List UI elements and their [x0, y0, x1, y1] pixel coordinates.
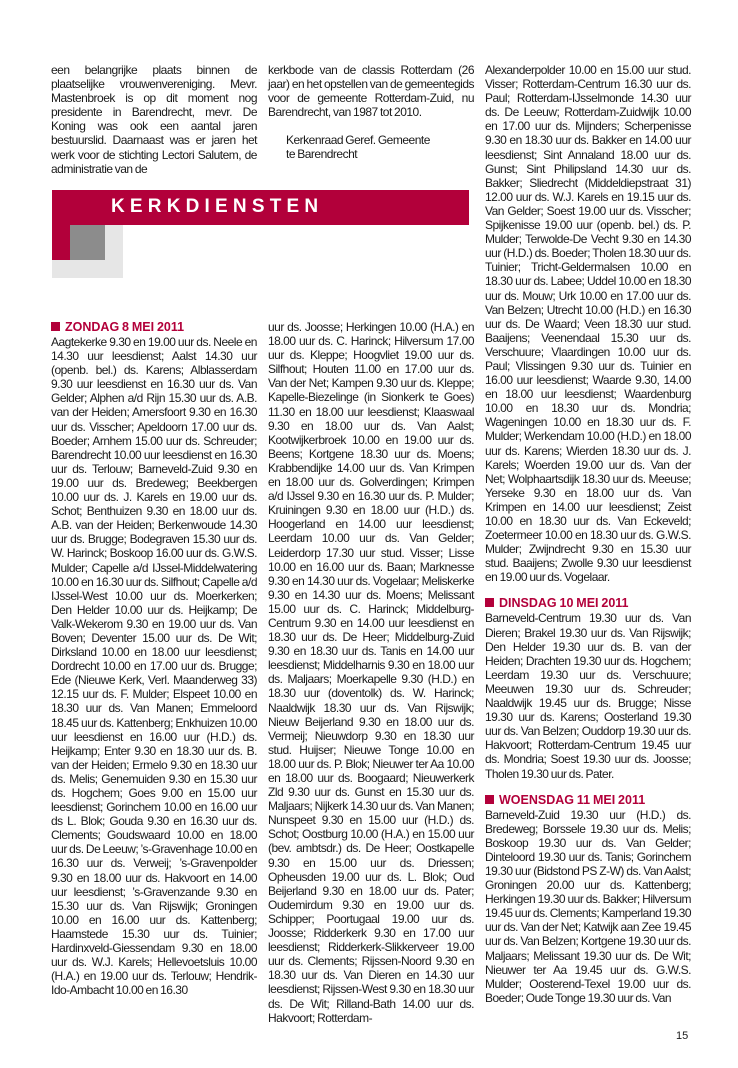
- signature-line-1: Kerkenraad Geref. Gemeente: [286, 133, 430, 148]
- heading-tuesday: [485, 596, 691, 611]
- intro-text-1: een belangrijke plaats binnen de plaatselijke vrouwenvereniging. Mevr. Mastenbroek is op dit moment nog presidente in Barendrecht, mevr. De Koning was ook een aantal jaren bestuurslid. Daarnaast was er jaren het werk voor de stichting Lectori Salutem, de administratie van de: [51, 63, 257, 176]
- heading-wednesday: [485, 793, 691, 808]
- intro-column-2: [268, 63, 474, 162]
- sunday-services-1: Aagtekerke 9.30 en 19.00 uur ds. Neele en 14.30 uur leesdienst; Aalst 14.30 uur (openb. bel.) ds. Karens; Alblasserdam 9.30 uur leesdienst en 16.30 uur ds. Van Gelder; Alphen a/d Rijn 15.30 uur ds. A.B. van der Heiden; Amersfoort 9.30 en 16.30 uur ds. Visscher; Apeldoorn 17.00 uur ds. Boeder; Arnhem 15.00 uur ds. Schreuder; Barendrecht 10.00 uur leesdienst en 16.30 uur ds. Terlouw; Barneveld-Zuid 9.30 en 19.00 uur ds. Bredeweg; Beekbergen 10.00 uur ds. J. Karels en 19.00 uur ds. Schot; Benthuizen 9.30 en 18.00 uur ds. A.B. van der Heiden; Berkenwoude 14.30 uur ds. Brugge; Bodegraven 15.30 uur ds. W. Harinck; Boskoop 16.00 uur ds. G.W.S. Mulder; Capelle a/d IJssel-Middelwatering 10.00 en 16.30 uur ds. Silfhout; Capelle a/d IJssel-West 10.00 uur ds. Moerkerken; Den Helder 10.00 uur ds. Heijkamp; De Valk-Wekerom 9.30 en 19.00 uur ds. Van Boven; Deventer 15.00 uur ds. De Wit; Dirksland 10.00 en 18.00 uur leesdienst; Dordrecht 10.00 en 17.00 uur ds. Brugge; Ede (Nieuwe Kerk, Verl. Maanderweg 33) 12.15 uur ds. F. Mulder; Elspeet 10.00 en 18.30 uur ds. Van Manen; Emmeloord 18.45 uur ds. Kattenberg; Enkhuizen 10.00 uur leesdienst en 16.00 uur (H.D.) ds. Heijkamp; Enter 9.30 en 18.30 uur ds. B. van der Heiden; Ermelo 9.30 en 18.30 uur ds. Melis; Genemuiden 9.30 en 15.30 uur ds. Hogchem; Goes 9.00 en 15.00 uur leesdienst; Gorinchem 10.00 en 16.00 uur ds L. Blok; Gouda 9.30 en 16.30 uur ds. Clements; Goudswaard 10.00 en 18.00 uur ds. De Leeuw; ’s-Gravenhage 10.00 en 16.30 uur ds. Verweij; ’s-Gravenpolder 9.30 en 18.00 uur ds. Hakvoort en 14.00 uur leesdienst; ’s-Gravenzande 9.30 en 15.30 uur ds. Van Rijswijk; Groningen 10.00 en 16.00 uur ds. Kattenberg; Haamstede 15.30 uur ds. Tuinier; Hardinxveld-Giessendam 9.30 en 18.00 uur ds. W.J. Karels; Hellevoetsluis 10.00 (H.A.) en 19.00 uur ds. Terlouw; Hendrik-Ido-Ambacht 10.00 en 16.30: [51, 335, 257, 998]
- intro-column-1: [51, 63, 257, 176]
- heading-sunday-text: ZONDAG 8 MEI 2011: [65, 320, 185, 334]
- heading-wednesday-text: WOENSDAG 11 MEI 2011: [499, 792, 646, 807]
- signature-line-2: te Barendrecht: [286, 147, 358, 162]
- decorative-grey-square: [70, 225, 105, 260]
- services-column-1: [51, 320, 257, 997]
- services-column-2: [268, 320, 474, 1025]
- intro-text-2: kerkbode van de classis Rotterdam (26 jaar) en het opstellen van de gemeentegids voor de gemeente Rotterdam-Zuid, nu Barendrecht, van 1987 tot 2010.: [268, 63, 474, 120]
- sunday-services-2: uur ds. Joosse; Herkingen 10.00 (H.A.) en 18.00 uur ds. C. Harinck; Hilversum 17.00 uur ds. Kleppe; Hoogvliet 19.00 uur ds. Silfhout; Houten 11.00 en 17.00 uur ds. Van der Net; Kampen 9.30 uur ds. Kleppe; Kapelle-Biezelinge (in Sionkerk te Goes) 11.30 en 18.00 uur leesdienst; Klaaswaal 9.30 en 18.00 uur ds. Van Aalst; Kootwijkerbroek 10.00 en 19.00 uur ds. Beens; Kortgene 18.30 uur ds. Moens; Krabbendijke 14.00 uur ds. Van Krimpen en 18.00 uur ds. Golverdingen; Krimpen a/d IJssel 9.30 en 16.30 uur ds. P. Mulder; Kruiningen 9.30 en 18.00 uur (H.D.) ds. Hoogerland en 14.00 uur leesdienst; Leerdam 10.00 uur ds. Van Gelder; Leiderdorp 17.30 uur stud. Visser; Lisse 10.00 en 16.00 uur ds. Baan; Marknesse 9.30 en 14.30 uur ds. Vogelaar; Meliskerke 9.30 en 14.30 uur ds. Moens; Melissant 15.00 uur ds. C. Harinck; Middelburg-Centrum 9.30 en 14.00 uur leesdienst en 18.30 uur ds. De Heer; Middelburg-Zuid 9.30 en 18.30 uur ds. Tanis en 14.00 uur leesdienst; Middelharnis 9.30 en 18.00 uur ds. Maljaars; Moerkapelle 9.30 (H.D.) en 18.30 uur (doventolk) ds. W. Harinck; Naaldwijk 18.30 uur ds. Van Rijswijk; Nieuw Beijerland 9.30 en 18.00 uur ds. Vermeij; Nieuwdorp 9.30 en 18.30 uur stud. Huijser; Nieuwe Tonge 10.00 en 18.00 uur ds. P. Blok; Nieuwer ter Aa 10.00 en 18.00 uur ds. Boogaard; Nieuwerkerk Zld 9.30 uur ds. Gunst en 15.30 uur ds. Maljaars; Nijkerk 14.30 uur ds. Van Manen; Nunspeet 9.30 en 15.00 uur (H.D.) ds. Schot; Oostburg 10.00 (H.A.) en 15.00 uur (bev. ambtsdr.) ds. De Heer; Oostkapelle 9.30 en 15.00 uur ds. Driessen; Opheusden 19.00 uur ds. L. Blok; Oud Beijerland 9.30 en 18.00 uur ds. Pater; Oudemirdum 9.30 en 19.00 uur ds. Schipper; Poortugaal 19.00 uur ds. Joosse; Ridderkerk 9.30 en 17.00 uur leesdienst; Ridderkerk-Slikkerveer 19.00 uur ds. Clements; Rijssen-Noord 9.30 en 18.30 uur ds. Van Dieren en 14.30 uur leesdienst; Rijssen-West 9.30 en 18.30 uur ds. De Wit; Rilland-Bath 14.00 uur ds. Hakvoort; Rotterdam-: [268, 320, 474, 1025]
- wednesday-services: Barneveld-Zuid 19.30 uur (H.D.) ds. Bredeweg; Borssele 19.30 uur ds. Melis; Boskoop 19.30 uur ds. Van Gelder; Dinteloord 19.30 uur ds. Tanis; Gorinchem 19.30 uur (Bidstond PS Z-W) ds. Van Aalst; Groningen 20.00 uur ds. Kattenberg; Herkingen 19.30 uur ds. Bakker; Hilversum 19.45 uur ds. Clements; Kamperland 19.30 uur ds. Van der Net; Katwijk aan Zee 19.45 uur ds. Van Belzen; Kortgene 19.30 uur ds. Maljaars; Melissant 19.30 uur ds. De Wit; Nieuwer ter Aa 19.45 uur ds. G.W.S. Mulder; Oosterend-Texel 19.00 uur ds. Boeder; Oude Tonge 19.30 uur ds. Van: [485, 807, 691, 1005]
- bullet-square-icon: [485, 795, 494, 804]
- bullet-square-icon: [51, 322, 60, 331]
- heading-tuesday-text: DINSDAG 10 MEI 2011: [499, 596, 629, 611]
- services-column-3: [485, 63, 691, 1005]
- page-number: 15: [676, 1030, 689, 1042]
- decorative-red-bar: [52, 225, 70, 260]
- bullet-square-icon: [485, 598, 494, 607]
- sunday-services-3: Alexanderpolder 10.00 en 15.00 uur stud. Visser; Rotterdam-Centrum 16.30 uur ds. Paul; Rotterdam-IJsselmonde 14.30 uur ds. De Leeuw; Rotterdam-Zuidwijk 10.00 en 17.00 uur ds. Mijnders; Scherpenisse 9.30 en 18.30 uur ds. Bakker en 14.00 uur leesdienst; Sint Annaland 18.00 uur ds. Gunst; Sint Philipsland 14.30 uur ds. Bakker; Sliedrecht (Middeldiepstraat 31) 12.00 uur ds. W.J. Karels en 19.15 uur ds. Van Gelder; Soest 19.00 uur ds. Visscher; Spijkenisse 19.00 uur (openb. bel.) ds. P. Mulder; Terwolde-De Vecht 9.30 en 14.30 uur (H.D.) ds. Boeder; Tholen 18.30 uur ds. Tuinier; Tricht-Geldermalsen 10.00 en 18.30 uur ds. Labee; Uddel 10.00 en 18.30 uur ds. Mouw; Urk 10.00 en 17.00 uur ds. Van Belzen; Utrecht 10.00 (H.D.) en 16.30 uur ds. De Waard; Veen 18.30 uur stud. Baaijens; Veenendaal 15.30 uur ds. Verschuure; Vlaardingen 10.00 uur ds. Paul; Vlissingen 9.30 uur ds. Tuinier en 16.00 uur leesdienst; Waarde 9.30, 14.00 en 18.00 uur leesdienst; Waardenburg 10.00 en 18.30 uur ds. Mondria; Wageningen 10.00 en 18.30 uur ds. F. Mulder; Werkendam 10.00 (H.D.) en 18.00 uur ds. Karens; Wierden 18.30 uur ds. J. Karels; Woerden 19.00 uur ds. Van der Net; Wolphaartsdijk 18.30 uur ds. Meeuse; Yerseke 9.30 en 18.00 uur ds. Van Krimpen en 14.00 uur leesdienst; Zeist 10.00 en 18.30 uur ds. Van Eckeveld; Zoetermeer 10.00 en 18.30 uur ds. G.W.S. Mulder; Zwijndrecht 9.30 en 15.30 uur stud. Baaijens; Zwolle 9.30 uur leesdienst en 19.00 uur ds. Vogelaar.: [485, 63, 691, 585]
- heading-sunday: [51, 320, 257, 335]
- section-title: KERKDIENSTEN: [111, 196, 324, 217]
- tuesday-services: Barneveld-Centrum 19.30 uur ds. Van Dieren; Brakel 19.30 uur ds. Van Rijswijk; Den Helder 19.30 uur ds. B. van der Heiden; Drachten 19.30 uur ds. Hogchem; Leerdam 19.30 uur ds. Verschuure; Meeuwen 19.30 uur ds. Schreuder; Naaldwijk 19.45 uur ds. Brugge; Nisse 19.30 uur ds. Karens; Oosterland 19.30 uur ds. Van Belzen; Ouddorp 19.30 uur ds. Hakvoort; Rotterdam-Centrum 19.45 uur ds. Mondria; Soest 19.30 uur ds. Joosse; Tholen 19.30 uur ds. Pater.: [485, 611, 691, 781]
